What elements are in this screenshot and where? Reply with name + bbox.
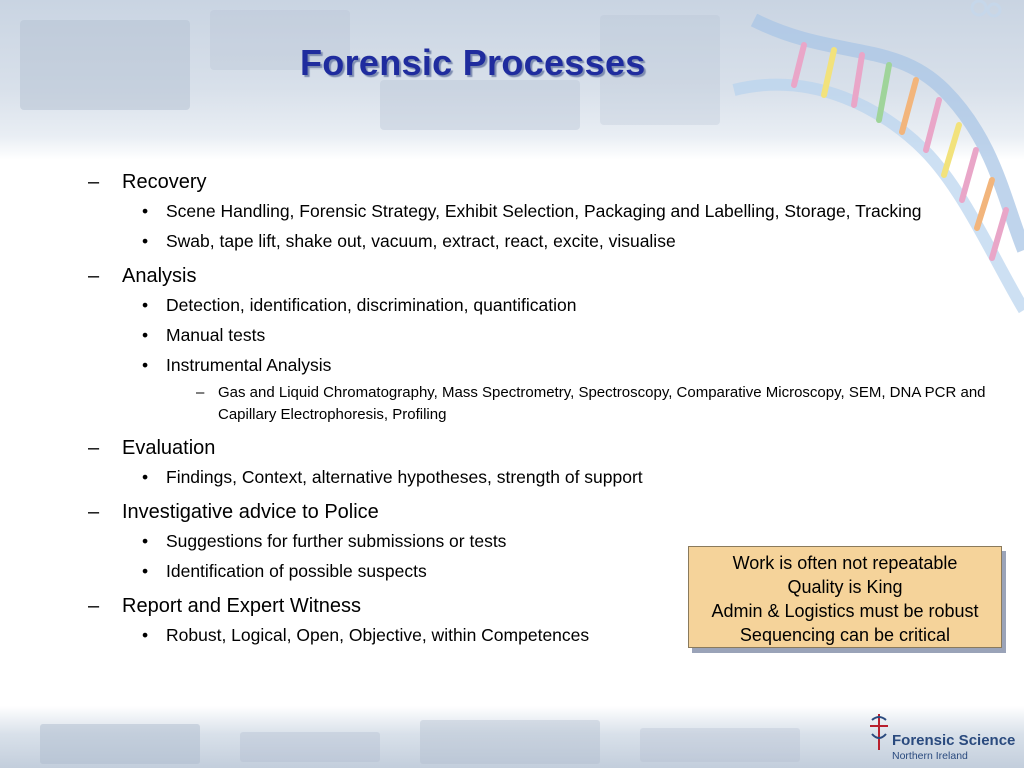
footer-photo-shape bbox=[420, 720, 600, 764]
banner-photo-shape bbox=[20, 20, 190, 110]
bullet-marker: • bbox=[142, 295, 149, 315]
slide-title: Forensic Processes bbox=[300, 42, 646, 83]
callout-line: Work is often not repeatable bbox=[732, 553, 958, 573]
bullet-marker: • bbox=[142, 201, 149, 221]
bullet-item bbox=[88, 292, 988, 318]
bullet-text: Identification of possible suspects bbox=[166, 561, 427, 581]
section-label: Recovery bbox=[122, 171, 207, 193]
bullet-marker: • bbox=[142, 325, 149, 345]
callout-line: Admin & Logistics must be robust bbox=[711, 601, 979, 621]
sub-bullet-text: Gas and Liquid Chromatography, Mass Spectrometry, Spectroscopy, Comparative Microscopy, SEM, DNA PCR and Capillary Electrophoresis, Profiling bbox=[218, 384, 986, 423]
logo-mark-icon bbox=[868, 712, 890, 752]
bullet-marker: • bbox=[142, 625, 149, 645]
footer-photo-shape bbox=[640, 728, 800, 762]
dash-marker: – bbox=[196, 384, 205, 401]
banner-photo-shape bbox=[380, 80, 580, 130]
dash-marker: – bbox=[88, 265, 100, 287]
bullet-item bbox=[88, 322, 988, 348]
bullet-item bbox=[88, 228, 988, 254]
bullet-text: Scene Handling, Forensic Strategy, Exhibit Selection, Packaging and Labelling, Storage, Tracking bbox=[166, 201, 922, 221]
bullet-item bbox=[88, 198, 988, 224]
sub-bullet-item bbox=[88, 382, 988, 426]
section-label: Analysis bbox=[122, 265, 197, 287]
dash-marker: – bbox=[88, 501, 100, 523]
dash-marker: – bbox=[88, 171, 100, 193]
bullet-text: Swab, tape lift, shake out, vacuum, extract, react, excite, visualise bbox=[166, 231, 676, 251]
section-label: Investigative advice to Police bbox=[122, 501, 379, 523]
bullet-text: Detection, identification, discrimination, quantification bbox=[166, 295, 577, 315]
section-analysis bbox=[88, 264, 988, 288]
callout-line: Quality is King bbox=[787, 577, 903, 597]
callout-box bbox=[688, 546, 1002, 648]
section-evaluation bbox=[88, 436, 988, 460]
section-label: Report and Expert Witness bbox=[122, 595, 361, 617]
section-investigative-advice bbox=[88, 500, 988, 524]
section-label: Evaluation bbox=[122, 437, 216, 459]
dash-marker: – bbox=[88, 437, 100, 459]
footer-photo-shape bbox=[40, 724, 200, 764]
bullet-item bbox=[88, 464, 988, 490]
bullet-text: Robust, Logical, Open, Objective, within Competences bbox=[166, 625, 590, 645]
footer-photo-shape bbox=[240, 732, 380, 762]
dash-marker: – bbox=[88, 595, 100, 617]
callout-line: Sequencing can be critical bbox=[739, 625, 951, 645]
bullet-text: Findings, Context, alternative hypotheses, strength of support bbox=[166, 467, 643, 487]
bullet-marker: • bbox=[142, 231, 149, 251]
bullet-marker: • bbox=[142, 561, 149, 581]
section-recovery bbox=[88, 170, 988, 194]
bullet-text: Suggestions for further submissions or tests bbox=[166, 531, 507, 551]
bullet-text: Instrumental Analysis bbox=[166, 355, 332, 375]
bullet-item bbox=[88, 352, 988, 378]
bullet-marker: • bbox=[142, 467, 149, 487]
bullet-text: Manual tests bbox=[166, 325, 266, 345]
logo-text-primary: Forensic Science bbox=[892, 732, 1016, 749]
fsni-logo bbox=[868, 708, 1018, 764]
bullet-marker: • bbox=[142, 531, 149, 551]
bullet-marker: • bbox=[142, 355, 149, 375]
logo-text-secondary: Northern Ireland bbox=[892, 750, 968, 762]
